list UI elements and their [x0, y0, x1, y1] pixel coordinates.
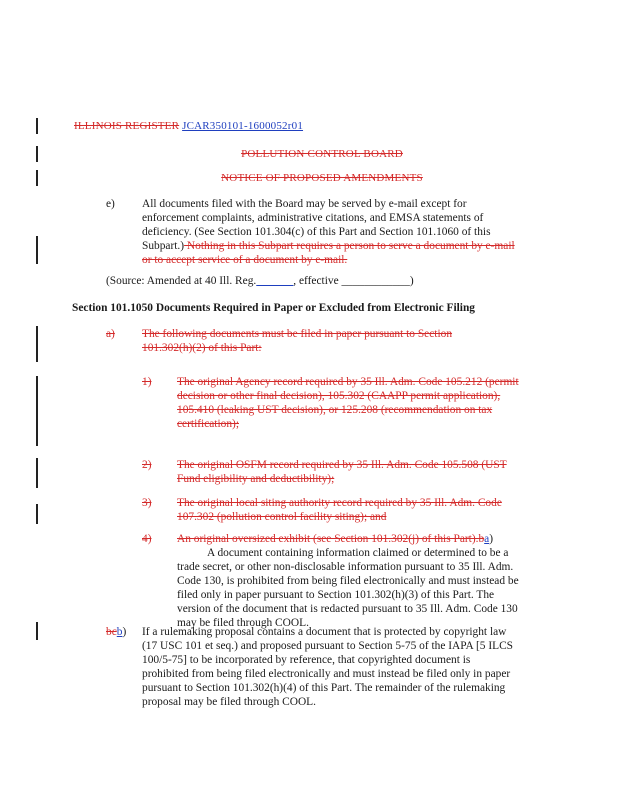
register-inserted: JCAR350101-1600052r01 [182, 120, 304, 132]
sub2-line: The original OSFM record required by 35 Ill. Adm. Code 105.508 (UST [177, 459, 507, 471]
item-b-line: proposal may be filed through COOL. [142, 696, 316, 708]
sub1-line: decision or other final decision), 105.302 (CAAPP permit application), [177, 390, 501, 402]
sub3-line: 107.302 (pollution control facility siting); and [177, 511, 387, 523]
sub1-line: The original Agency record required by 35 Ill. Adm. Code 105.212 (permit [177, 376, 519, 388]
register-deleted: ILLINOIS REGISTER [74, 120, 180, 132]
change-bar [36, 236, 38, 264]
item-e-line: deficiency. (See Section 101.304(c) of this Part and Section 101.1060 of this [142, 226, 491, 238]
sub3-label: 3) [142, 497, 152, 509]
change-bar [36, 118, 38, 134]
item-e-line: All documents filed with the Board may be served by e-mail except for [142, 198, 467, 210]
sub3-line: The original local siting authority record required by 35 Ill. Adm. Code [177, 497, 502, 509]
item-e-line: Subpart.) Nothing in this Subpart requires a person to serve a document by e-mail [142, 240, 515, 252]
sub4-line: may be filed through COOL. [177, 617, 309, 629]
sub4-line: trade secret, or other non-disclosable information pursuant to 35 Ill. Adm. [177, 561, 514, 573]
sub4-line: A document containing information claimed or determined to be a [207, 547, 509, 559]
sub4-line: An original oversized exhibit (see Section 101.302(j) of this Part).ba) [177, 533, 494, 545]
change-bar [36, 326, 38, 362]
item-a-line: 101.302(h)(2) of this Part: [142, 342, 262, 354]
sub1-line: certification); [177, 418, 239, 430]
sub4-line: version of the document that is redacted pursuant to 35 Ill. Adm. Code 130 [177, 603, 518, 615]
change-bar [36, 458, 38, 488]
item-b-line: (17 USC 101 et seq.) and proposed pursuant to Section 5-75 of the IAPA [5 ILCS [142, 640, 514, 652]
sub1-label: 1) [142, 376, 152, 388]
sub2-label: 2) [142, 459, 152, 471]
change-bar [36, 504, 38, 524]
source-note: (Source: Amended at 40 Ill. Reg. ______, effective ____________) [106, 275, 414, 287]
item-e-line: enforcement complaints, administrative citations, and EMSA statements of [142, 212, 484, 224]
item-b-line: pursuant to Section 101.302(h)(4) of this Part. The remainder of the rulemaking [142, 682, 506, 694]
board-title: POLLUTION CONTROL BOARD [241, 148, 403, 160]
section-heading: Section 101.1050 Documents Required in Paper or Excluded from Electronic Filing [72, 302, 475, 314]
register-header [74, 119, 303, 133]
item-b-line: prohibited from being filed electronically and must instead be filed only in paper [142, 668, 511, 680]
item-b-line: 100/5-75] to be incorporated by reference, that copyrighted document is [142, 654, 471, 666]
item-b-label: bcb) [106, 626, 127, 638]
sub4-line: filed only in paper pursuant to Section 101.302(h)(3) of this Part. The [177, 589, 495, 601]
item-a-label: a) [106, 328, 115, 340]
sub2-line: Fund eligibility and deductibility); [177, 473, 335, 485]
change-bar [36, 622, 38, 640]
change-bar [36, 376, 38, 446]
notice-title: NOTICE OF PROPOSED AMENDMENTS [221, 172, 423, 184]
sub4-label: 4) [142, 533, 152, 545]
sub1-line: 105.410 (leaking UST decision), or 125.208 (recommendation on tax [177, 404, 493, 416]
item-a-line: The following documents must be filed in paper pursuant to Section [142, 328, 453, 340]
item-e-label: e) [106, 198, 115, 210]
item-e-line: or to accept service of a document by e-mail. [142, 254, 348, 266]
sub4-line: Code 130, is prohibited from being filed electronically and must instead be [177, 575, 519, 587]
item-b-line: If a rulemaking proposal contains a document that is protected by copyright law [142, 626, 507, 638]
